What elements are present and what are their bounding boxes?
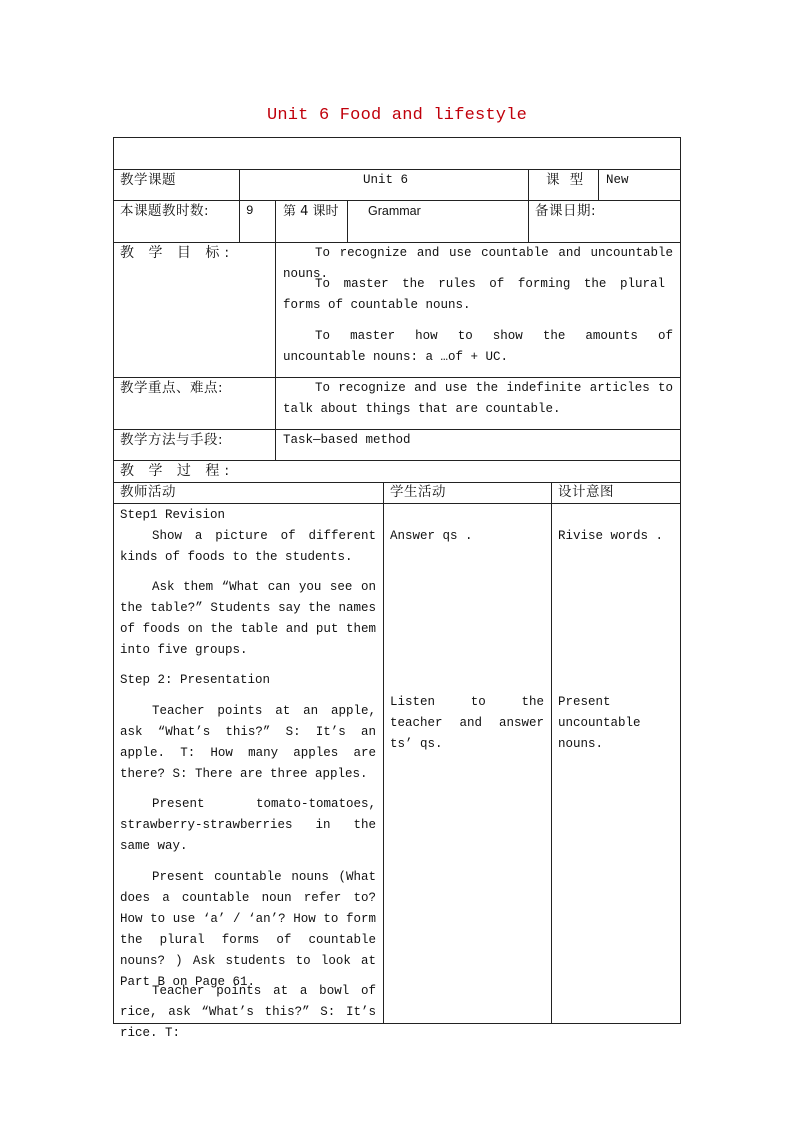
objective-item: To recognize and use countable and uncountable nouns. [283, 246, 673, 281]
topic-value: Unit 6 [363, 173, 409, 187]
student-activity: Listen to the teacher and answer ts’ qs. [390, 695, 544, 751]
objective-item: To master how to show the amounts of uncountable nouns: a …of + UC. [283, 329, 673, 364]
step2-paragraph: Present tomato-tomatoes, strawberry-strawberries in the same way. [120, 797, 376, 853]
date-label: 备课日期: [535, 203, 597, 219]
objectives-label: 教 学 目 标: [120, 245, 235, 261]
step2-paragraph: Teacher points at a bowl of rice, ask “What’s this?” S: It’s rice. T: [120, 984, 376, 1040]
design-intent: Rivise words . [558, 529, 664, 543]
key-points-text: To recognize and use the indefinite articles to talk about things that are countable. [283, 381, 673, 416]
type-label: 课 型 [546, 172, 587, 188]
methods-label: 教学方法与手段: [120, 432, 224, 448]
step2-title: Step 2: Presentation [120, 673, 271, 687]
col-design-header: 设计意图 [558, 484, 614, 500]
step1-paragraph: Ask them “What can you see on the table?” Students say the names of foods on the table and put them into five groups. [120, 580, 376, 657]
periods-label: 本课题教时数: [120, 203, 210, 219]
process-label: 教 学 过 程: [120, 463, 235, 479]
key-points-label: 教学重点、难点: [120, 380, 224, 396]
type-value: New [606, 173, 629, 187]
topic-label: 教学课题 [120, 172, 176, 188]
col-student-header: 学生活动 [390, 484, 446, 500]
student-activity: Answer qs . [390, 529, 473, 543]
step1-title: Step1 Revision [120, 508, 226, 522]
lesson-value: Grammar [368, 204, 421, 218]
col-teacher-header: 教师活动 [120, 484, 176, 500]
periods-value: 9 [246, 204, 254, 218]
lesson-label: 第 4 课时 [283, 204, 339, 219]
step2-paragraph: Teacher points at an apple, ask “What’s this?” S: It’s an apple. T: How many apples are there? S: There are three apples. [120, 704, 376, 781]
objective-item: To master the rules of forming the plural forms of countable nouns. [283, 277, 665, 312]
step2-paragraph: Present countable nouns (What does a countable noun refer to? How to use ‘a’ / ‘an’? How to form the plural forms of countable nouns? ) Ask students to look at Part B on Page 61. [120, 870, 376, 989]
step1-paragraph: Show a picture of different kinds of foods to the students. [120, 529, 376, 564]
design-intent: Present uncountable nouns. [558, 695, 641, 751]
methods-text: Task—based method [283, 433, 411, 447]
page-title: Unit 6 Food and lifestyle [266, 106, 528, 125]
